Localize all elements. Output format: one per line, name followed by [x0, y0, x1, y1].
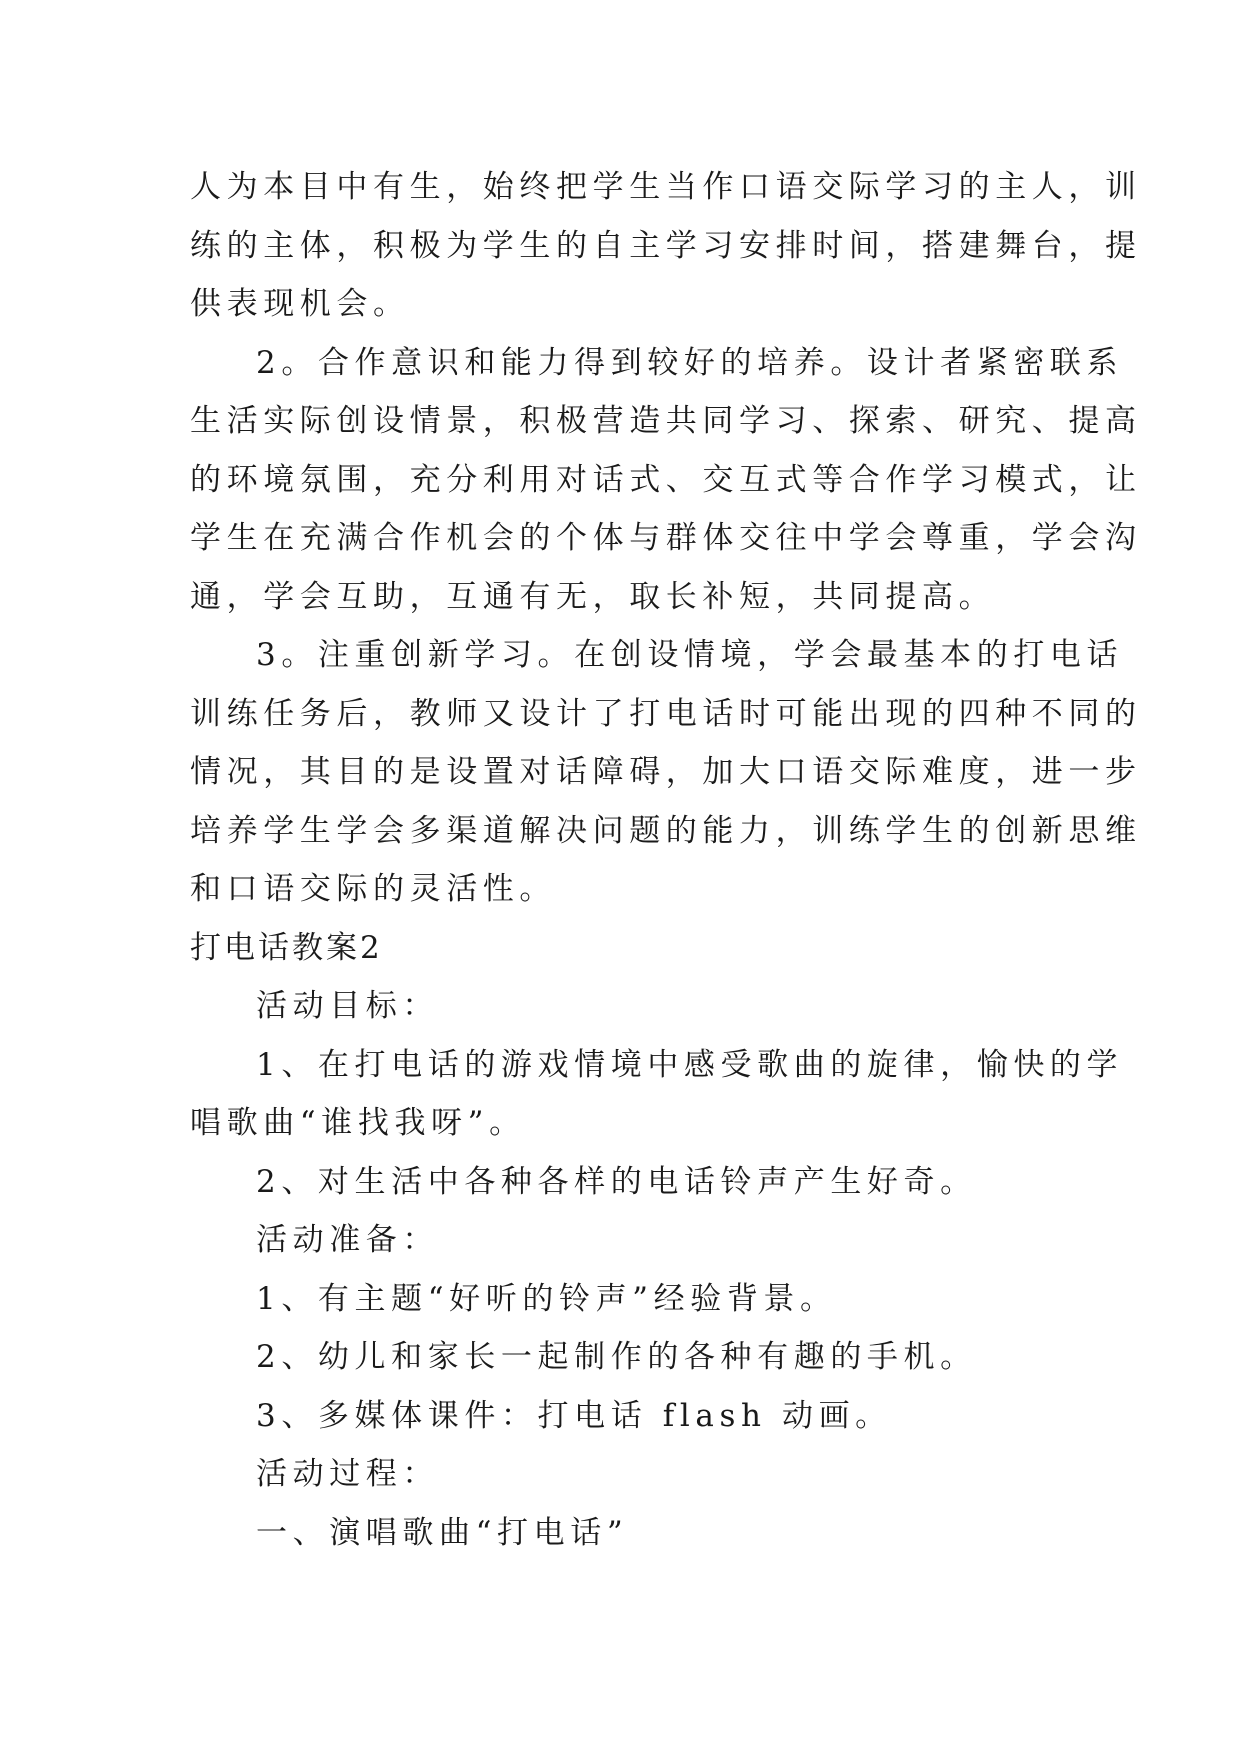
- text-line: 人为本目中有生，始终把学生当作口语交际学习的主人，训: [190, 169, 1142, 205]
- text-line: 培养学生学会多渠道解决问题的能力，训练学生的创新思维: [190, 812, 1142, 849]
- text-line: 一、演唱歌曲“打电话”: [256, 1514, 629, 1551]
- text-line: 2、对生活中各种各样的电话铃声产生好奇。: [256, 1163, 977, 1200]
- text-line: 活动目标：: [256, 988, 439, 1024]
- text-line: 1、在打电话的游戏情境中感受歌曲的旋律，愉快的学: [256, 1046, 1124, 1083]
- text-line: 的环境氛围，充分利用对话式、交互式等合作学习模式，让: [190, 461, 1142, 498]
- text-line: 情况，其目的是设置对话障碍，加大口语交际难度，进一步: [190, 754, 1142, 790]
- text-line: 生活实际创设情景，积极营造共同学习、探索、研究、提高: [190, 403, 1142, 439]
- text-line: 2、幼儿和家长一起制作的各种有趣的手机。: [256, 1339, 977, 1375]
- text-line: 2。合作意识和能力得到较好的培养。设计者紧密联系: [256, 344, 1124, 381]
- text-line: 1、有主题“好听的铃声”经验背景。: [256, 1280, 837, 1317]
- text-line: 3。注重创新学习。在创设情境，学会最基本的打电话: [256, 637, 1124, 673]
- text-line: 训练任务后，教师又设计了打电话时可能出现的四种不同的: [190, 695, 1142, 732]
- text-line: 学生在充满合作机会的个体与群体交往中学会尊重，学会沟: [190, 520, 1142, 556]
- text-line: 活动过程：: [256, 1456, 439, 1492]
- text-line: 和口语交际的灵活性。: [190, 871, 556, 907]
- text-line: 唱歌曲“谁找我呀”。: [190, 1105, 526, 1141]
- text-line: 供表现机会。: [190, 286, 410, 322]
- section-heading: 打电话教案2: [190, 929, 383, 966]
- text-line: 活动准备：: [256, 1222, 439, 1258]
- text-line: 3、多媒体课件：打电话 flash 动画。: [256, 1397, 892, 1434]
- text-line: 练的主体，积极为学生的自主学习安排时间，搭建舞台，提: [190, 227, 1142, 264]
- text-line: 通，学会互助，互通有无，取长补短，共同提高。: [190, 578, 996, 615]
- document-page: [190, 158, 1142, 1562]
